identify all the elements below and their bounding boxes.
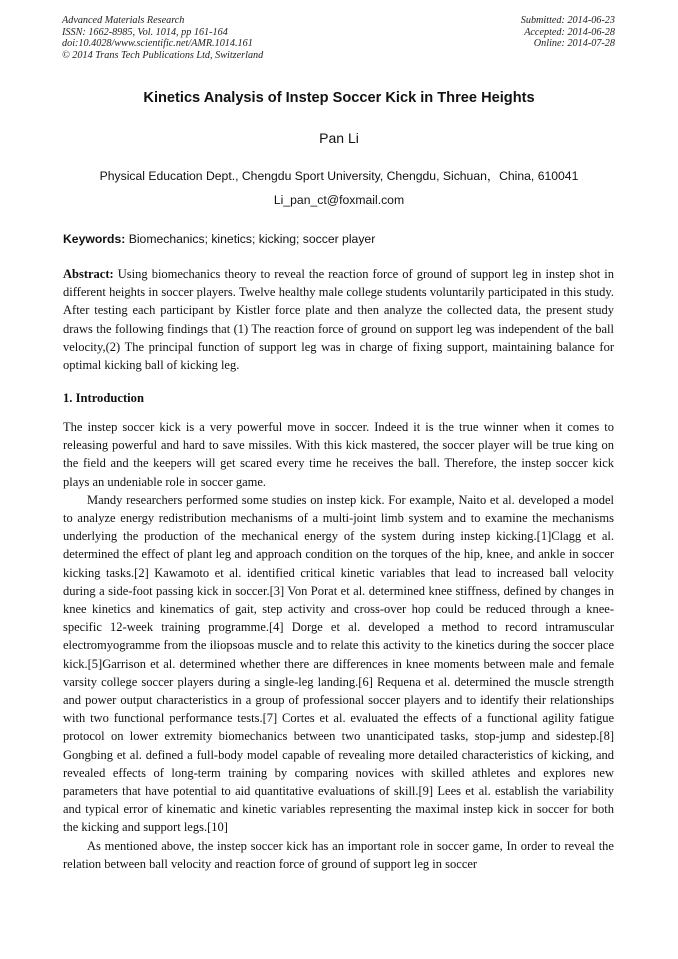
abstract-text: Using biomechanics theory to reveal the reaction force of ground of support leg in instep shot in different heights in soccer players. Twelve healthy male college students voluntarily participated in this study. After testing each participant by Kistler force plate and then analyze the collected data, the present study draws the following findings that (1) The reaction force of ground on support leg was independent of the ball velocity,(2) The principal function of support leg was in charge of fixing support, maintaining balance for optimal kicking ball of kicking leg. [63,267,614,373]
section-heading: 1. Introduction [63,391,144,405]
abstract-label: Abstract: [63,267,114,281]
submitted-date: Submitted: 2014-06-23 [520,15,615,26]
paragraph: As mentioned above, the instep soccer kick has an important role in soccer game, In order to reveal the relation between ball velocity and reaction force of ground of support leg in soccer [63,838,614,871]
author-affiliation: Physical Education Dept., Chengdu Sport University, Chengdu, Sichuan，China, 610041 [99,169,579,183]
publication-dates [521,15,615,50]
paragraph: Mandy researchers performed some studies on instep kick. For example, Naito et al. developed a model to analyze energy redistribution mechanisms of a multi-joint limb system and to examine the mechanisms underlying the production of the mechanical energy of the system during instep kicking.[1]Clagg et al. determined the effect of plant leg and approach condition on the torques of the hip, knee, and ankle in soccer kicking tasks.[2] Kawamoto et al. identified critical kinetic variables that lead to increased ball velocity during a side-foot passing kick in soccer.[3] Von Porat et al. determined knee stiffness, defined by changes in knee kinetics and kinematics of gait, step activity and cross-over hop could be reduced through a knee-specific 12-week training programme.[4] Dorge et al. developed a method to record intramuscular electromyogramme from the iliopsoas muscle and to relate this activity to the kinetics during the soccer place kick.[5]Garrison et al. determined whether there are differences in knee moments between male and female varsity college soccer players during a single-leg landing.[6] Requena et al. determined the muscle strength and power output characteristics in a group of professional soccer players and to identify their relationships with two functional performance tests.[7] Cortes et al. evaluated the effects of a functional agility fatigue protocol on lower extremity biomechanics between two unanticipated tasks, stop-jump and sidestep.[8] Gongbing et al. defined a full-body model capable of revealing more detailed characteristics of kicking, and revealed effects of long-term training by comparing novices with skilled athletes and explores new parameters that have potential to aid quantitative evaluations of skill.[9] Lees et al. establish the variability and typical error of kinematic and kinetic variables representing the maximal instep kick in soccer for both the kicking and support legs.[10] [63,492,614,835]
accepted-date: Accepted: 2014-06-28 [524,26,615,38]
introduction-body [63,418,614,873]
keywords-label: Keywords: [63,232,126,246]
author-name: Pan Li [319,130,359,146]
author-email: Li_pan_ct@foxmail.com [273,193,405,207]
online-date: Online: 2014-07-28 [533,38,615,50]
journal-info [62,15,263,61]
keywords-text: Biomechanics; kinetics; kicking; soccer player [125,232,376,246]
journal-copyright: © 2014 Trans Tech Publications Ltd, Switzerland [62,49,264,61]
journal-name: Advanced Materials Research [62,15,185,26]
journal-issn: ISSN: 1662-8985, Vol. 1014, pp 161-164 [62,26,228,38]
keywords [63,232,375,246]
journal-doi: doi:10.4028/www.scientific.net/AMR.1014.161 [62,38,253,50]
paper-title: Kinetics Analysis of Instep Soccer Kick in Three Heights [143,90,535,106]
paragraph: The instep soccer kick is a very powerful move in soccer. Indeed it is the true winner when it comes to releasing powerful and hard to save missiles. With this kick mastered, the soccer player will be true king on the field and the keepers will get scared every time he receives the ball. Therefore, the instep soccer kick plays an undeniable role in soccer game. [63,420,614,489]
abstract [63,265,614,374]
